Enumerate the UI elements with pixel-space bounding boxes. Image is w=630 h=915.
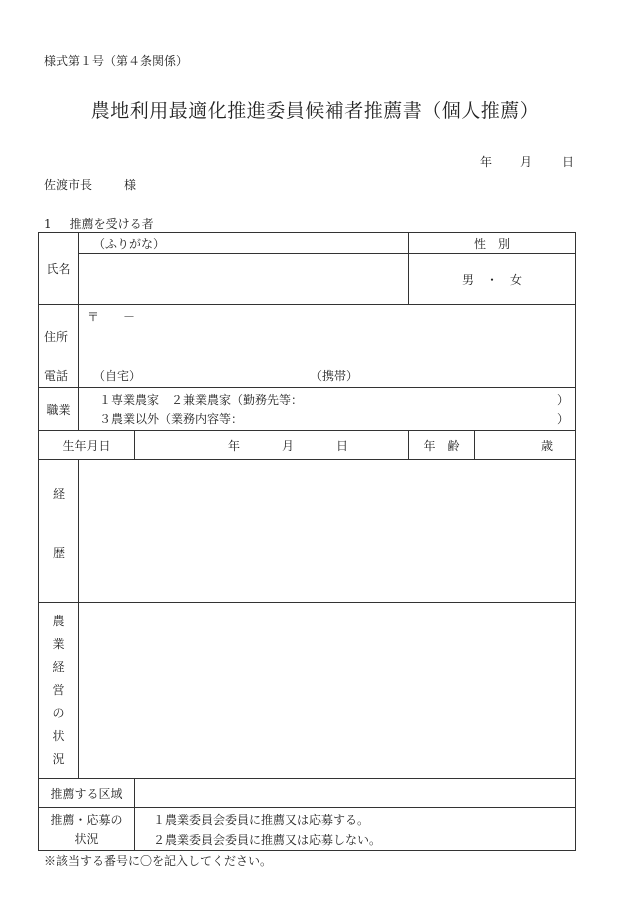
section-title: 推薦を受ける者 [69,217,154,231]
occupation-close-paren-2: ） [557,412,570,426]
name-field[interactable] [79,254,409,305]
furigana-field[interactable]: （ふりがな） [79,233,409,254]
status-label-line-1: 推薦・応募の [50,813,123,827]
addressee [44,176,136,193]
birth-day-label: 日 [336,439,349,453]
farming-label-char: 農 [52,614,65,628]
status-option-2: ２農業委員会委員に推薦又は応募しない。 [153,833,382,847]
region-label: 推薦する区域 [39,779,135,808]
age-label: 年 齢 [409,431,475,460]
address-phone-labels [39,305,79,388]
occupation-label: 職業 [39,388,79,431]
form-number: 様式第１号（第４条関係） [44,54,189,68]
phone-label: 電話 [44,369,69,383]
status-label [39,808,135,851]
career-label [39,460,79,603]
section-number: 1 [44,217,52,231]
addressee-name: 佐渡市長 [44,178,93,192]
career-label-char-2: 歴 [53,546,66,560]
occupation-field[interactable] [79,388,576,431]
status-field[interactable] [135,808,576,851]
career-field[interactable] [79,460,576,603]
occupation-option-1-2: １専業農家 ２兼業農家（勤務先等： [99,393,304,407]
addressee-honorific: 様 [124,178,137,192]
farming-label-char: 営 [52,683,65,697]
date-month-label: 月 [520,155,533,169]
date-day-label: 日 [562,155,575,169]
farming-label-char: 状 [52,729,65,743]
phone-home-label: （自宅） [93,369,142,383]
birthdate-field[interactable] [135,431,409,460]
footer-note: ※該当する番号に〇を記入してください。 [44,854,273,868]
address-phone-field[interactable] [79,305,576,388]
document-title: 農地利用最適化推進委員候補者推薦書（個人推薦） [90,100,540,122]
age-field[interactable] [475,431,576,460]
occupation-close-paren-1: ） [557,393,570,407]
gender-label: 性 別 [409,233,576,254]
status-label-line-2: 状況 [74,832,99,846]
date-year-label: 年 [480,155,493,169]
name-label: 氏名 [39,233,79,305]
birth-month-label: 月 [282,439,295,453]
farming-status-label [39,603,79,779]
farming-label-char: の [52,706,65,720]
phone-mobile-label: （携帯） [310,369,359,383]
recommendation-form-table [38,232,576,851]
address-label: 住所 [44,330,69,344]
postal-mark: 〒 － [87,310,136,324]
status-option-1: １農業委員会委員に推薦又は応募する。 [153,813,370,827]
farming-label-char: 業 [52,637,65,651]
region-field[interactable] [135,779,576,808]
birthdate-label: 生年月日 [39,431,135,460]
farming-status-field[interactable] [79,603,576,779]
birth-year-label: 年 [228,439,241,453]
career-label-char-1: 経 [53,487,66,501]
gender-options[interactable]: 男 ・ 女 [409,254,576,305]
occupation-option-3: ３農業以外（業務内容等： [99,412,244,426]
farming-label-char: 経 [52,660,65,674]
section-1-heading [44,215,154,232]
age-unit: 歳 [541,439,554,453]
farming-label-char: 況 [52,752,65,766]
